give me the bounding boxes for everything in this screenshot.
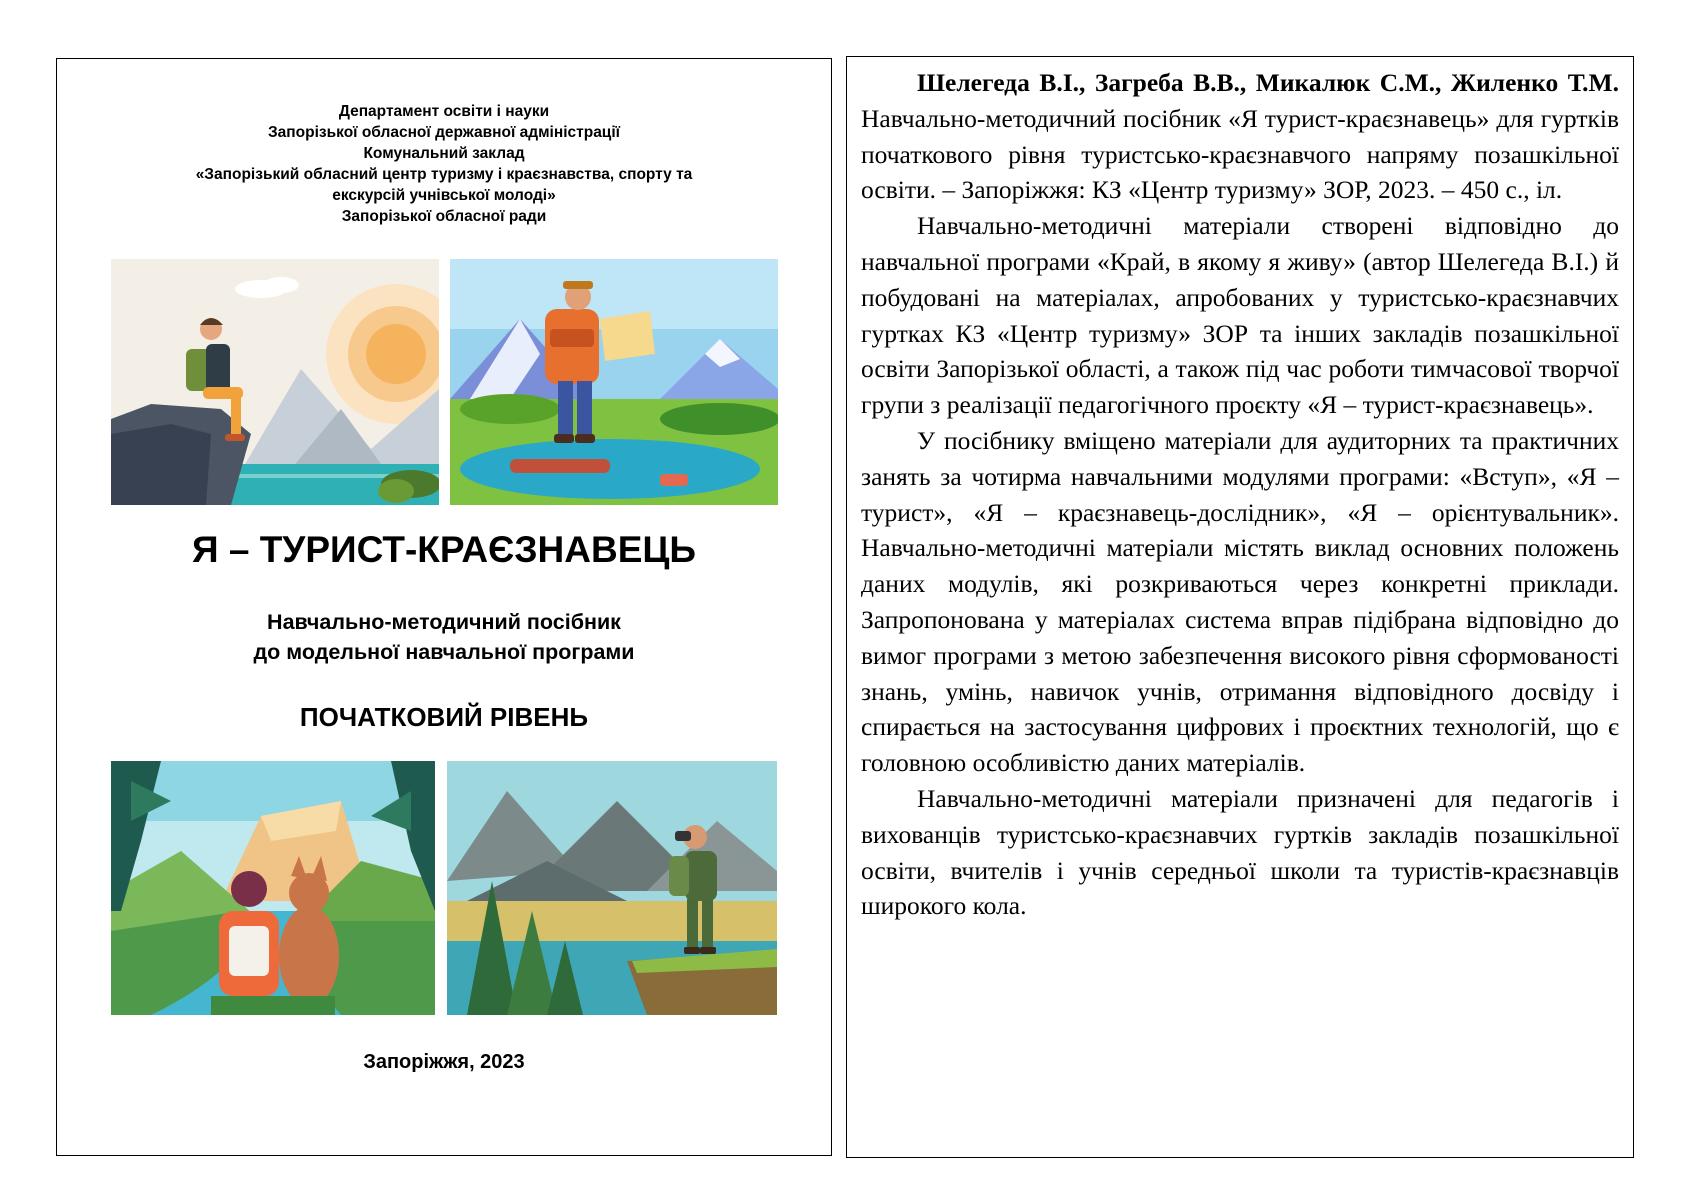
header-line: Комунальний заклад: [363, 145, 525, 162]
annotation-paragraph: Навчально-методичні матеріали призначені для педагогів і вихованців туристсько-краєзнавчих гуртків закладів позашкільної освіти, вчителів і учнів середньої школи та туристів-краєзнавців широкого кола.: [861, 783, 1619, 921]
citation: Навчально-методичний посібник «Я турист-краєзнавець» для гуртків початкового рівня туристсько-краєзнавчого напряму позашкільної освіти. – Запоріжжя: КЗ «Центр туризму» ЗОР, 2023. – 450 с., іл.: [861, 103, 1619, 205]
subtitle-line: Навчально-методичний посібник: [267, 610, 621, 634]
citation-paragraph: [861, 65, 1619, 208]
subtitle-line: до модельної навчальної програми: [253, 640, 635, 664]
backpacker-with-map-illustration: [450, 259, 778, 505]
publication-place-year: Запоріжжя, 2023: [363, 1051, 525, 1073]
header-line: Департамент освіти і науки: [338, 103, 550, 120]
annotation-paragraph: Навчально-методичні матеріали створені відповідно до навчальної програми «Край, в якому я живу» (автор Шелегеда В.І.) й побудовані на матеріалах, апробованих у туристсько-краєзнавчих гуртках КЗ «Центр туризму» ЗОР та інших закладів позашкільної освіти Запорізької області, а також під час роботи тимчасової творчої групи з реалізації педагогічного проєкту «Я – турист-краєзнавець».: [861, 211, 1619, 420]
header-line: «Запорізький обласний центр туризму і краєзнавства, спорту та: [195, 166, 693, 183]
cover-header: [57, 101, 831, 227]
book-title: Я – ТУРИСТ-КРАЄЗНАВЕЦЬ: [191, 529, 697, 570]
annotation-page: [846, 56, 1634, 1158]
level-label: ПОЧАТКОВИЙ РІВЕНЬ: [299, 702, 589, 732]
annotation-paragraph: У посібнику вміщено матеріали для аудиторних та практичних занять за чотирма навчальними модулями програми: «Вступ», «Я – турист», «Я – краєзнавець-дослідник», «Я – орієнтувальник». Навчально-методичні матеріали містять виклад основних положень даних модулів, які розкриваються через конкретні приклади. Запропонована у матеріалах система вправ підібрана відповідно до вимог програми з метою забезпечення високого рівня сформованості знань, умінь, навичок учнів, отримання відповідного досвіду і спирається на застосування цифрових і проєктних технологій, що є головною особливістю даних матеріалів.: [861, 425, 1619, 778]
hiker-with-binoculars-illustration: [447, 761, 777, 1015]
header-line: Запорізької обласної державної адміністрації: [267, 124, 621, 141]
annotation-text: [861, 65, 1619, 924]
authors: Шелегеда В.І., Загреба В.В., Микалюк С.М., Жиленко Т.М.: [917, 68, 1619, 97]
hiker-on-rock-illustration: [111, 259, 439, 505]
traveler-and-dog-illustration: [111, 761, 435, 1015]
book-cover: [56, 58, 832, 1156]
header-line: Запорізької обласної ради: [341, 208, 547, 225]
book-subtitle: [57, 607, 831, 667]
header-line: екскурсій учнівської молоді»: [332, 187, 556, 204]
